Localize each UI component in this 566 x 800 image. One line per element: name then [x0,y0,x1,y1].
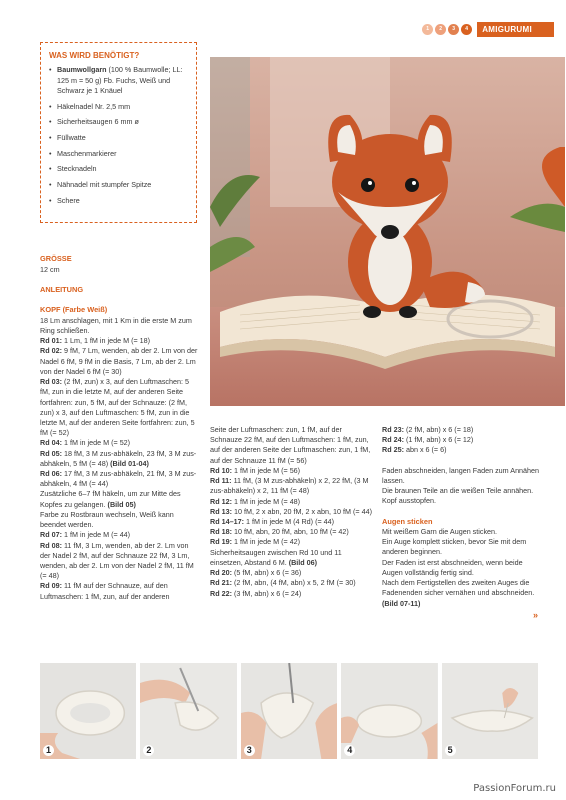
instruction-line: Rd 10: 1 fM in jede M (= 56) [210,465,301,475]
eyes-line: Nach dem Fertigstellen des zweiten Auges die Fadenenden sicher vernähen und abschneiden. (Bild 07-11) [382,578,535,608]
size-value: 12 cm [40,264,60,274]
text-column-2 [210,425,372,599]
eyes-line: Ein Auge komplett sticken, bevor Sie mit dem anderen beginnen. [382,537,527,557]
page-header [422,22,554,37]
instruction-line: Rd 13: 10 fM, 2 x abn, 20 fM, 2 x abn, 10 fM (= 44) [210,506,372,516]
step-number: 1 [43,745,54,756]
list-item: • Schere [49,196,190,206]
section-dot: 3 [448,24,459,35]
step-number: 2 [143,745,154,756]
instruction-line: Zusätzliche 6–7 fM häkeln, um zur Mitte des Kopfes zu gelangen. (Bild 05) [40,489,181,509]
text-column-3 [382,425,540,620]
text-column-1 [40,254,200,602]
list-item: • Baumwollgarn (100 % Baumwolle; LL: 125 m = 50 g) Fb. Fuchs, Weiß und Schwarz je 1 Knäuel [49,65,190,96]
step-photo-3-image [241,663,337,759]
instruction-line: Rd 19: 1 fM in jede M (= 42) [210,537,301,547]
list-item: • Nähnadel mit stumpfer Spitze [49,180,190,190]
instruction-line: Sicherheitsaugen zwischen Rd 10 und 11 einsetzen, Abstand 6 M. (Bild 06) [210,547,342,567]
instruction-line: Rd 07: 1 fM in jede M (= 44) [40,530,131,540]
fox-photo [210,57,565,406]
instruction-line: Farbe zu Rostbraun wechseln, Weiß kann beendet werden. [40,509,174,530]
head-section-title: KOPF (Farbe Weiß) [40,305,108,315]
eyes-line: Der Faden ist erst abschneiden, wenn beide Augen vollständig fertig sind. [382,557,523,577]
step-photo-4-image [341,663,437,759]
instruction-line: Rd 03: (2 fM, zun) x 3, auf den Luftmaschen: 5 fM, zun in die letzte M, auf der anderen Seite fortfahren: zun, 5 fM, auf der Schnauze: (2 fM, zun) x 3, auf den Luftmaschen: 5 fM, zun in die letzte M, auf der anderen Seite fortfahren: zun, 5 fM (= 52) [40,377,195,438]
materials-list [49,65,190,206]
list-item: • Füllwatte [49,133,190,143]
section-dot: 2 [435,24,446,35]
instruction-line: Rd 09: 11 fM auf der Schnauze, auf den Luftmaschen: 1 fM, zun, auf der anderen [40,581,170,601]
step-number: 3 [244,745,255,756]
step-photo-3 [241,663,337,759]
step-photo-4 [341,663,437,759]
instruction-line: Rd 02: 9 fM, 7 Lm, wenden, ab der 2. Lm von der Nadel 6 fM, 9 fM in die Basis, 7 Lm, ab der 2. Lm von der Nadel 6 fM (= 30) [40,346,198,376]
finish-note: Faden abschneiden, langen Faden zum Annähen lassen. [382,465,540,485]
step-photo-2 [140,663,236,759]
step-photo-1-image [40,663,136,759]
list-item: • Sicherheitsaugen 6 mm ø [49,117,190,127]
step-photo-2-image [140,663,236,759]
instruction-line: Rd 05: 18 fM, 3 M zus-abhäkeln, 23 fM, 3 M zus-abhäkeln, 5 fM (= 48) (Bild 01-04) [40,448,197,468]
instruction-line: Rd 08: 11 fM, 3 Lm, wenden, ab der 2. Lm von der Nadel 2 fM, auf der Schnauze 22 fM, 3 Lm, wenden, ab der 2. Lm von der Nadel 2 fM, 11 fM (= 48) [40,540,194,581]
size-title: GRÖSSE [40,254,72,263]
section-label: AMIGURUMI [477,22,554,37]
eyes-title: Augen sticken [382,516,433,526]
instruction-line: Rd 12: 1 fM in jede M (= 48) [210,496,301,506]
instructions-title: ANLEITUNG [40,284,84,294]
instruction-line: Rd 11: 11 fM, (3 M zus-abhäkeln) x 2, 22 fM, (3 M zus-abhäkeln) x 2, 11 fM (= 48) [210,476,369,496]
list-item: • Stecknadeln [49,164,190,174]
instruction-line: Rd 22: (3 fM, abn) x 6 (= 24) [210,588,302,598]
list-item: • Maschenmarkierer [49,149,190,159]
step-number: 4 [344,745,355,756]
watermark: PassionForum.ru [473,782,556,794]
step-photo-1 [40,663,136,759]
instruction-line: Rd 24: (1 fM, abn) x 6 (= 12) [382,435,474,445]
materials-title: WAS WIRD BENÖTIGT? [49,51,140,60]
list-item: • Häkelnadel Nr. 2,5 mm [49,102,190,112]
assembly-note: Die braunen Teile an die weißen Teile annähen. Kopf ausstopfen. [382,486,534,506]
step-photo-5 [442,663,538,759]
instruction-line: Rd 23: (2 fM, abn) x 6 (= 18) [382,425,474,434]
instruction-line: Rd 18: 10 fM, abn, 20 fM, abn, 10 fM (= 42) [210,527,349,537]
instruction-line: Rd 21: (2 fM, abn, (4 fM, abn) x 5, 2 fM (= 30) [210,578,356,588]
continue-arrow: » [532,609,538,620]
section-dot: 4 [461,24,472,35]
instruction-line: Rd 20: (5 fM, abn) x 6 (= 36) [210,568,302,578]
step-photo-5-image [442,663,538,759]
step-photos [40,663,538,759]
step-number: 5 [445,745,456,756]
instruction-line: Rd 14–17: 1 fM in jede M (4 Rd) (= 44) [210,516,335,526]
instruction-line: Rd 04: 1 fM in jede M (= 52) [40,438,131,448]
instruction-line: Rd 25: abn x 6 (= 6) [382,445,447,455]
eyes-line: Mit weißem Garn die Augen sticken. [382,527,498,537]
instruction-line: Rd 06: 17 fM, 3 M zus-abhäkeln, 21 fM, 3 M zus-abhäkeln, 4 fM (= 44) [40,469,197,489]
section-dot: 1 [422,24,433,35]
fox-photo-illustration [210,57,565,406]
instruction-line: Rd 01: 1 Lm, 1 fM in jede M (= 18) [40,336,151,346]
instruction-line: 18 Lm anschlagen, mit 1 Km in die erste M zum Ring schließen. [40,315,192,335]
instruction-line: Seite der Luftmaschen: zun, 1 fM, auf der Schnauze 22 fM, auf den Luftmaschen: 1 fM, zun, auf der anderen Seite der Luftmaschen: zun, 1 fM, auf der Schnauze 11 fM (= 56) [210,425,371,465]
materials-box [40,42,197,223]
